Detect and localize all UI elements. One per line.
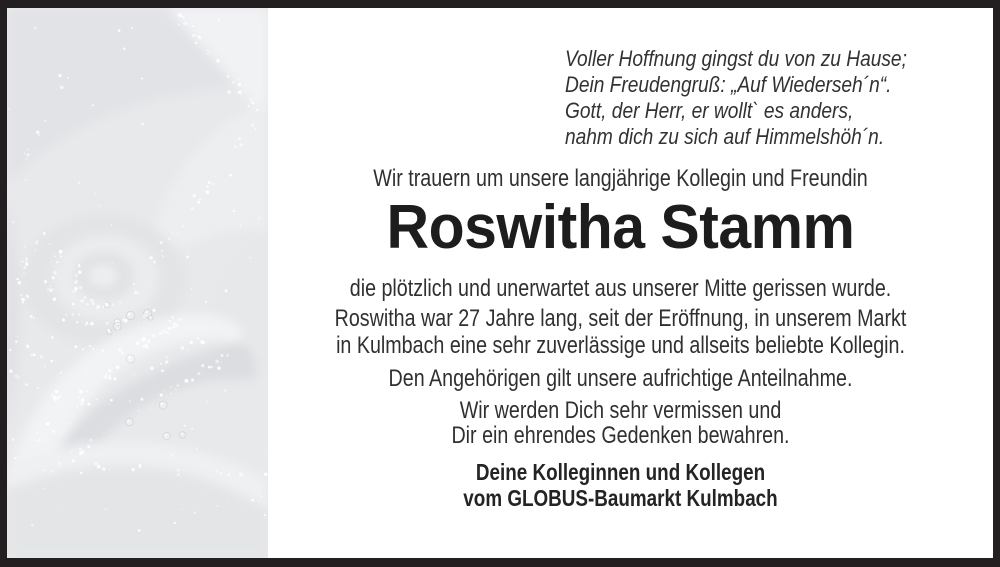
condolence-line: Den Angehörigen gilt unsere aufrichtige Anteilnahme. [388, 365, 853, 392]
signature-block [323, 459, 918, 511]
notice-content [268, 8, 993, 558]
remembrance-line: Wir werden Dich sehr vermissen und [459, 397, 782, 424]
memorial-poem [565, 46, 907, 150]
remembrance-paragraph [323, 398, 918, 448]
signature-line: vom GLOBUS-Baumarkt Kulmbach [463, 485, 778, 511]
remembrance-line: Dir ein ehrendes Gedenken bewahren. [451, 422, 790, 449]
poem-line: Voller Hoffnung gingst du von zu Hause; [565, 46, 907, 71]
poem-line: Gott, der Herr, er wollt` es anders, [565, 98, 854, 123]
intro-line: Wir trauern um unsere langjährige Kollegin und Freundin [373, 165, 868, 192]
tribute-paragraph [323, 305, 918, 359]
rose-photo [7, 8, 268, 558]
tribute-line: in Kulmbach eine sehr zuverlässige und allseits beliebte Kollegin. [336, 332, 905, 359]
poem-line: Dein Freudengruß: „Auf Wiederseh´n“. [565, 72, 892, 97]
subline: die plötzlich und unerwartet aus unserer Mitte gerissen wurde. [349, 275, 892, 302]
tribute-line: Roswitha war 27 Jahre lang, seit der Eröffnung, in unserem Markt [334, 305, 907, 332]
signature-line: Deine Kolleginnen und Kollegen [475, 459, 766, 485]
white-rose-image [7, 8, 268, 558]
poem-line: nahm dich zu sich auf Himmelshöh´n. [565, 124, 885, 149]
deceased-name: Roswitha Stamm [386, 193, 855, 262]
